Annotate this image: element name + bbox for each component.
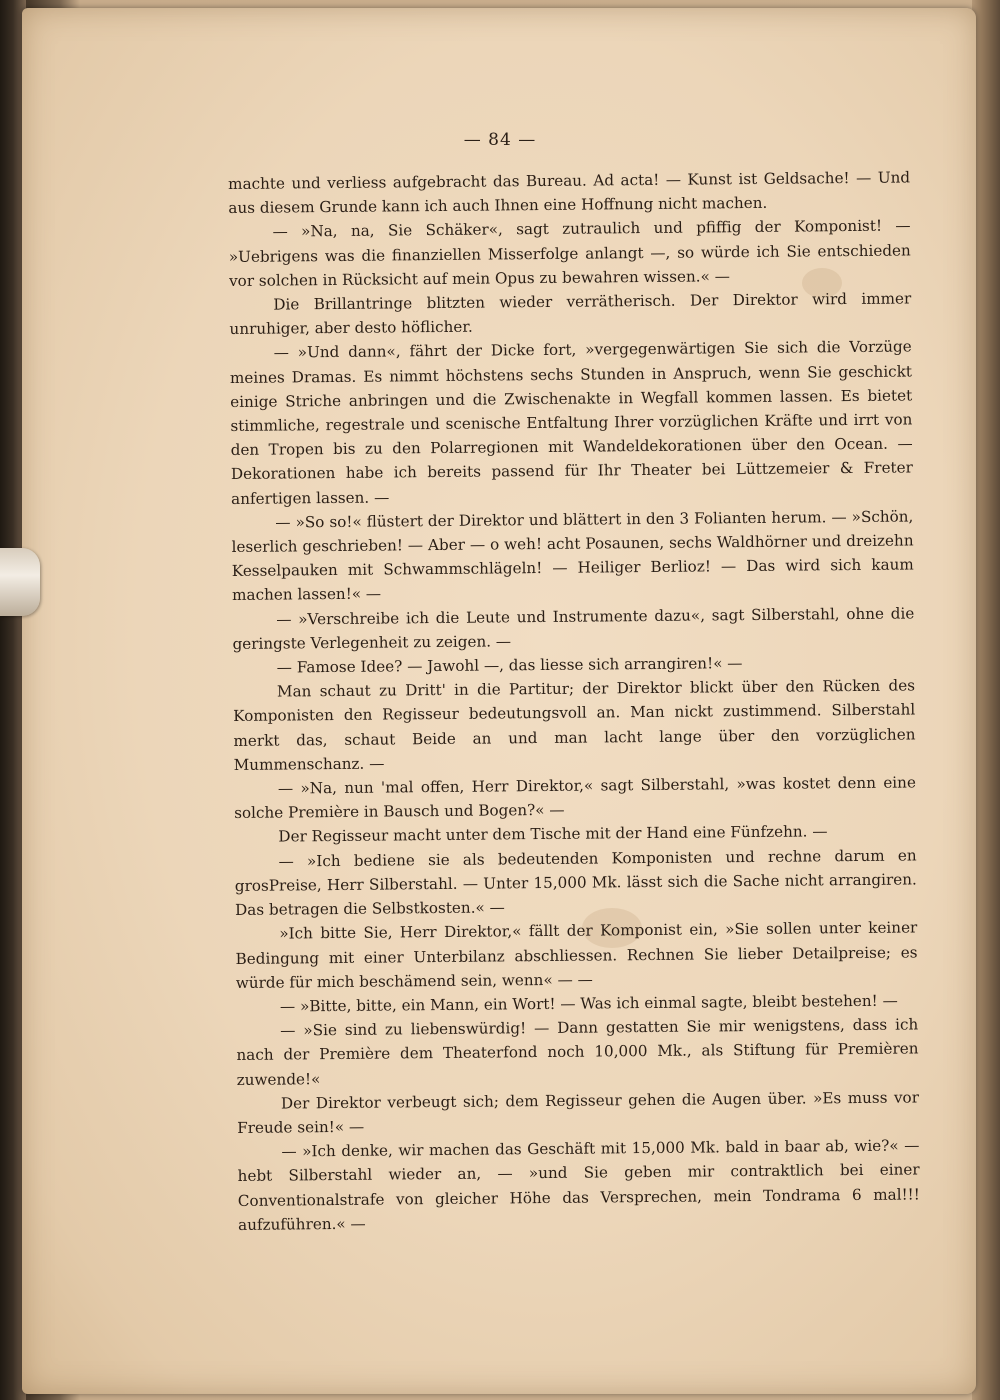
paragraph: Man schaut zu Dritt' in die Partitur; der Direktor blickt über den Rücken des Komponisten den Regisseur bedeutungsvoll an. Man nickt zustimmend. Silberstahl merkt das, schaut Beide an und man lacht lange über den vorzüglichen Mummenschanz. —: [233, 676, 916, 774]
paragraph: — »So so!« flüstert der Direktor und blättert in den 3 Folianten herum. — »Schön, leserlich geschrieben! — Aber — o weh! acht Posaunen, sechs Waldhörner und dreizehn Kesselpauken mit Schwammschlägeln! — Heiliger Berlioz! — Das wird sich kaum machen lassen!« —: [231, 507, 914, 605]
paragraph: Die Brillantringe blitzten wieder verrätherisch. Der Direktor wird immer unruhiger, aber desto höflicher.: [229, 289, 912, 339]
paragraph: — »Sie sind zu liebenswürdig! — Dann gestatten Sie mir wenigstens, dass ich nach der Première dem Theaterfond noch 10,000 Mk., als Stiftung für Premièren zuwende!«: [236, 1015, 919, 1089]
paragraph: Der Regisseur macht unter dem Tische mit der Hand eine Fünfzehn. —: [278, 822, 828, 847]
paragraph: — »Na, nun 'mal offen, Herr Direktor,« sagt Silberstahl, »was kostet denn eine solche Première in Bausch und Bogen?« —: [234, 773, 916, 823]
paragraph: — »Na, na, Sie Schäker«, sagt zutraulich und pfiffig der Komponist! — »Uebrigens was die finanziellen Misserfolge anlangt —, so würde ich Sie entschieden vor solchen in Rücksicht auf mein Opus zu bewahren wissen.« —: [228, 216, 911, 290]
book-cover-edge: [972, 0, 1000, 1400]
paragraph: — »Ich bediene sie als bedeutenden Komponisten und rechne darum en grosPreise, Herr Silberstahl. — Unter 15,000 Mk. lässt sich die Sache nicht arrangiren. Das betragen die Selbstkosten.« —: [234, 846, 917, 920]
paragraph: — »Bitte, bitte, ein Mann, ein Wort! — Was ich einmal sagte, bleibt bestehen! —: [279, 991, 898, 1016]
paragraph: — »Und dann«, fährt der Dicke fort, »vergegenwärtigen Sie sich die Vorzüge meines Dramas. Es nimmt höchstens sechs Stunden in Anspruch, wenn Sie geschickt einige Striche anbringen und die Zwischenakte in Wegfall kommen lassen. Es bietet stimmliche, regestrale und scenische Entfaltung Ihrer vorzüglichen Kräfte und irrt von den Tropen bis zu den Polarregionen mit Wandeldekorationen über den Ocean. — Dekorationen habe ich bereits passend für Ihr Theater bei Lüttzemeier & Freter anfertigen lassen. —: [229, 337, 913, 508]
page-number: — 84 —: [463, 130, 537, 150]
binding-clip: [0, 548, 40, 616]
paragraph: — »Ich denke, wir machen das Geschäft mit 15,000 Mk. bald in baar ab, wie?« — hebt Silberstahl wieder an, — »und Sie geben mir contraktlich bei einer Conventionalstrafe von gleicher Höhe das Versprechen, mein Tondrama 6 mal!!! aufzuführen.« —: [237, 1136, 920, 1234]
paragraph: »Ich bitte Sie, Herr Direktor,« fällt der Komponist ein, »Sie sollen unter keiner Bedingung mit einer Unterbilanz abschliessen. Rechnen Sie lieber Detailpreise; es würde für mich beschämend sein, wenn« — —: [235, 918, 918, 992]
body-text: [228, 165, 920, 1236]
paragraph: — »Verschreibe ich die Leute und Instrumente dazu«, sagt Silberstahl, ohne die geringste Verlegenheit zu zeigen. —: [232, 604, 915, 653]
paragraph: Der Direktor verbeugt sich; dem Regisseur gehen die Augen über. »Es muss vor Freude sein!« —: [237, 1088, 919, 1137]
paragraph: machte und verliess aufgebracht das Bureau. Ad acta! — Kunst ist Geldsache! — Und aus diesem Grunde kann ich auch Ihnen eine Hoffnung nicht machen.: [228, 168, 911, 218]
paragraph: — Famose Idee? — Jawohl —, das liesse sich arrangiren!« —: [276, 654, 743, 677]
